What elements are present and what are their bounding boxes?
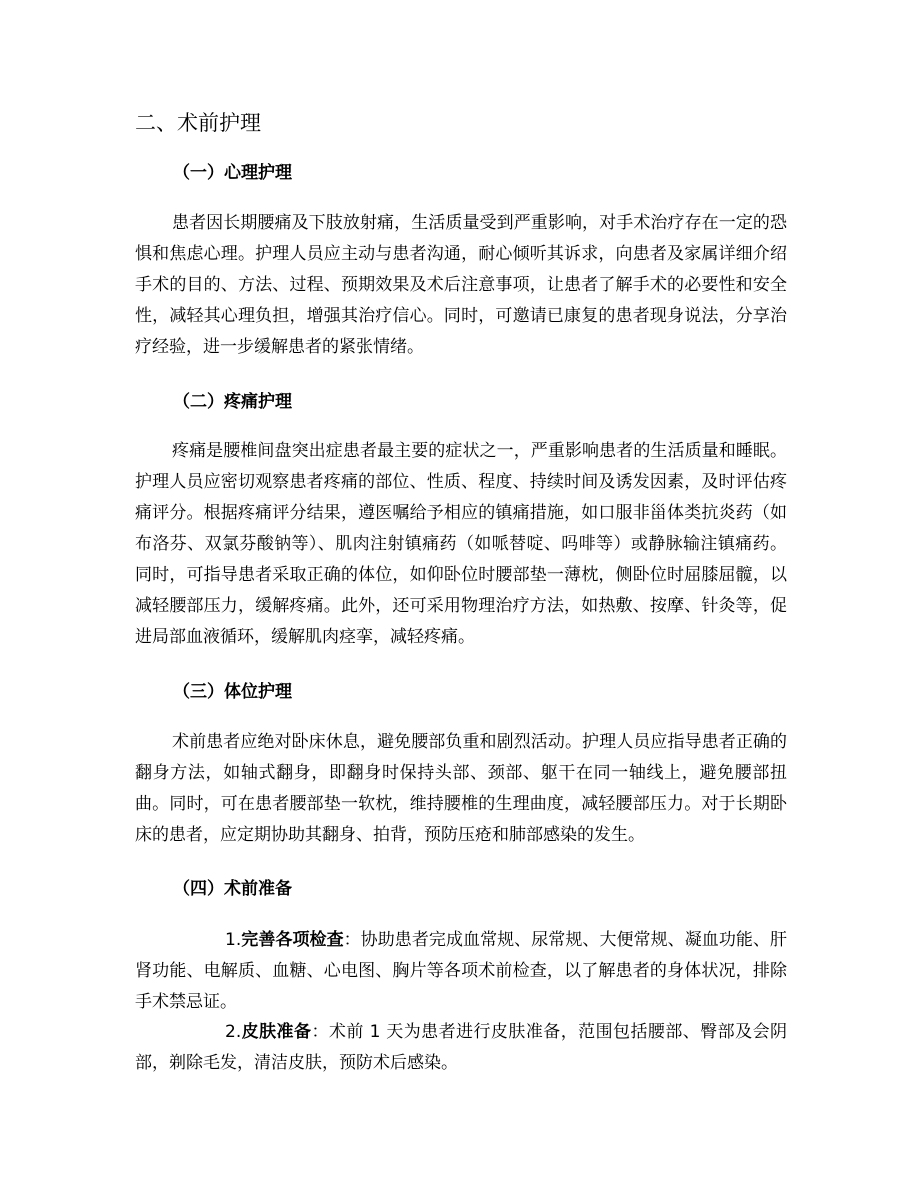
list-item-text: ：术前 1 天为患者进行皮肤准备，范围包括腰部、臀部及会阴部，剃除毛发，清洁皮肤，预防术后感染。 <box>135 1022 788 1073</box>
paragraph-psychological: 患者因长期腰痛及下肢放射痛，生活质量受到严重影响，对手术治疗存在一定的恐惧和焦虑心理。护理人员应主动与患者沟通，耐心倾听其诉求，向患者及家属详细介绍手术的目的、方法、过程、预期效果及术后注意事项，让患者了解手术的必要性和安全性，减轻其心理负担，增强其治疗信心。同时，可邀请已康复的患者现身说法，分享治疗经验，进一步缓解患者的紧张情绪。 <box>135 213 787 357</box>
list-item-number: 2. <box>225 1022 242 1042</box>
section-title: 二、术前护理 <box>135 111 261 135</box>
list-item-text: ：协助患者完成血常规、尿常规、大便常规、凝血功能、肝肾功能、电解质、血糖、心电图、胸片等各项术前检查，以了解患者的身体状况，排除手术禁忌证。 <box>135 930 788 1012</box>
list-item-label: 皮肤准备 <box>241 1022 312 1042</box>
subsection-title-psychological: （一）心理护理 <box>173 163 292 183</box>
subsection-title-pain: （二）疼痛护理 <box>173 392 292 412</box>
paragraph-position: 术前患者应绝对卧床休息，避免腰部负重和剧烈活动。护理人员应指导患者正确的翻身方法，如轴式翻身，即翻身时保持头部、颈部、躯干在同一轴线上，避免腰部扭曲。同时，可在患者腰部垫一软枕，维持腰椎的生理曲度，减轻腰部压力。对于长期卧床的患者，应定期协助其翻身、拍背，预防压疮和肺部感染的发生。 <box>135 732 787 845</box>
list-item-label: 完善各项检查 <box>241 930 344 950</box>
paragraph-pain: 疼痛是腰椎间盘突出症患者最主要的症状之一，严重影响患者的生活质量和睡眠。护理人员应密切观察患者疼痛的部位、性质、程度、持续时间及诱发因素，及时评估疼痛评分。根据疼痛评分结果，遵医嘱给予相应的镇痛措施，如口服非甾体类抗炎药（如布洛芬、双氯芬酸钠等）、肌肉注射镇痛药（如哌替啶、吗啡等）或静脉输注镇痛药。同时，可指导患者采取正确的体位，如仰卧位时腰部垫一薄枕，侧卧位时屈膝屈髋，以减轻腰部压力，缓解疼痛。此外，还可采用物理治疗方法，如热敷、按摩、针灸等，促进局部血液循环，缓解肌肉痉挛，减轻疼痛。 <box>135 441 787 647</box>
subsection-title-position: （三）体位护理 <box>173 682 292 702</box>
list-item-skin <box>135 1017 787 1079</box>
list-item-examinations <box>135 925 787 1018</box>
list-item-number: 1. <box>225 930 242 950</box>
subsection-title-preparation: （四）术前准备 <box>173 879 292 899</box>
